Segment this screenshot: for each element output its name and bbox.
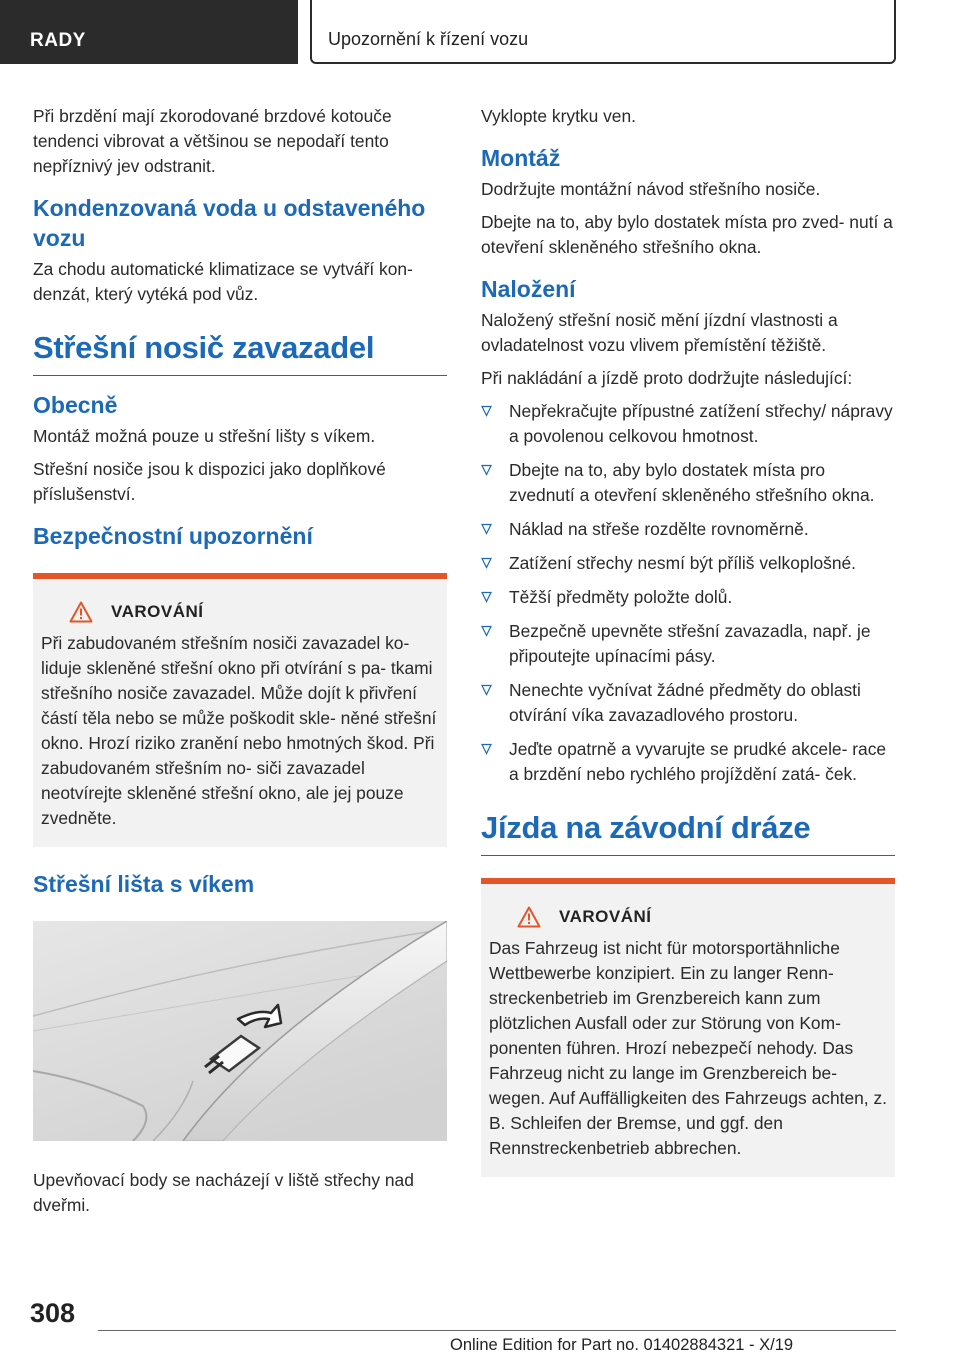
bullet-triangle-icon [481,523,492,535]
list-item [481,619,895,669]
mounting-paragraph-1: Dodržujte montážní návod střešního nosiče. [481,179,821,199]
mounting-paragraph-2: Dbejte na to, aby bylo dostatek místa pro zved- nutí a otevření skleněného střešního okna. [481,212,893,257]
roof-rail-heading: Střešní lišta s víkem [33,871,255,897]
general-paragraph-2: Střešní nosiče jsou k dispozici jako doplňkové příslušenství. [33,459,386,504]
bullet-triangle-icon [481,405,492,417]
header-section-tab [0,0,298,64]
condensate-paragraph: Za chodu automatické klimatizace se vytváří kon- denzát, který vytéká pod vůz. [33,259,413,304]
footer-divider [98,1330,896,1331]
warning-box-race-track [481,878,895,1177]
right-column [481,104,895,1199]
header-title-box [310,0,896,64]
loading-paragraph-2: Při nakládání a jízdě proto dodržujte následující: [481,368,853,388]
general-heading: Obecně [33,392,118,418]
warning-header [69,601,439,623]
warning-box-roof [33,573,447,847]
bullet-triangle-icon [481,591,492,603]
header-section-label: RADY [30,30,86,51]
warning-triangle-icon [69,601,93,623]
list-item-text: Náklad na střeše rozdělte rovnoměrně. [509,519,809,539]
roof-rail-photo [33,921,447,1141]
footer-edition-text: Online Edition for Part no. 01402884321 - X/19 [450,1336,794,1354]
warning-text: Při zabudovaném střešním nosiči zavazadel ko- liduje skleněné střešní okno při otvírání s pa- tkami střešního nosiče zavazadel. Může dojít k přivření částí těla nebo se může poškodit skle- něné střešní okno. Hrozí riziko zranění nebo hmotných škod. Při zabudovaném střešním no- siči zavazadel neotvírejte skleněné střešní okno, ale jej pouze zvedněte. [41,633,437,828]
loading-heading: Naložení [481,276,576,302]
left-column [33,104,447,1226]
intro-paragraph: Při brzdění mají zkorodované brzdové kotouče tendenci vibrovat a většinou se nepodaří tento nepříznivý jev odstranit. [33,106,392,176]
bullet-triangle-icon [481,625,492,637]
flip-cover-paragraph: Vyklopte krytku ven. [481,106,636,126]
list-item-text: Nenechte vyčnívat žádné předměty do oblasti otvírání víka zavazadlového prostoru. [509,680,861,725]
warning-title: VAROVÁNÍ [559,907,652,926]
warning-text: Das Fahrzeug ist nicht für motorsportähnliche Wettbewerbe konzipiert. Ein zu langer Renn- streckenbetrieb im Grenzbereich kann zum plötzlichen Ausfall oder zur Störung von Kom- ponenten führen. Hrozí nebezpečí nehody. Das Fahrzeug nicht zu lange im Grenzbereich be- wegen. Auf Auffälligkeiten des Fahrzeugs achten, z. B. Schleifen der Bremse, und ggf. den Rennstreckenbetrieb abbrechen. [489,938,887,1158]
list-item [481,458,895,508]
list-item [481,585,895,610]
list-item-text: Nepřekračujte přípustné zatížení střechy/ nápravy a povolenou celkovou hmotnost. [509,401,893,446]
page-number: 308 [30,1298,76,1328]
header-title: Upozornění k řízení vozu [328,29,529,49]
list-item-text: Zatížení střechy nesmí být příliš velkoplošné. [509,553,856,573]
bullet-triangle-icon [481,464,492,476]
list-item [481,551,895,576]
list-item-text: Bezpečně upevněte střešní zavazadla, např. je připoutejte upínacími pásy. [509,621,871,666]
roof-rack-heading: Střešní nosič zavazadel [33,329,447,376]
warning-title: VAROVÁNÍ [111,602,204,621]
list-item-text: Dbejte na to, aby bylo dostatek místa pro zvednutí a otevření skleněného střešního okna. [509,460,875,505]
bullet-triangle-icon [481,743,492,755]
list-item [481,737,895,787]
safety-heading: Bezpečnostní upozornění [33,523,313,549]
list-item [481,678,895,728]
warning-header [517,906,887,928]
condensate-heading: Kondenzovaná voda u odstaveného vozu [33,195,426,251]
photo-caption: Upevňovací body se nacházejí v liště střechy nad dveřmi. [33,1170,414,1215]
warning-triangle-icon [517,906,541,928]
list-item [481,517,895,542]
list-item [481,399,895,449]
mounting-heading: Montáž [481,145,561,171]
bullet-triangle-icon [481,557,492,569]
loading-bullet-list [481,399,895,787]
loading-paragraph-1: Naložený střešní nosič mění jízdní vlastnosti a ovladatelnost vozu vlivem přemístění těžiště. [481,310,838,355]
general-paragraph-1: Montáž možná pouze u střešní lišty s víkem. [33,426,376,446]
race-track-heading: Jízda na závodní dráze [481,809,895,856]
bullet-triangle-icon [481,684,492,696]
list-item-text: Těžší předměty položte dolů. [509,587,733,607]
list-item-text: Jeďte opatrně a vyvarujte se prudké akcele- race a brzdění nebo rychlého projíždění zatá- ček. [509,739,887,784]
